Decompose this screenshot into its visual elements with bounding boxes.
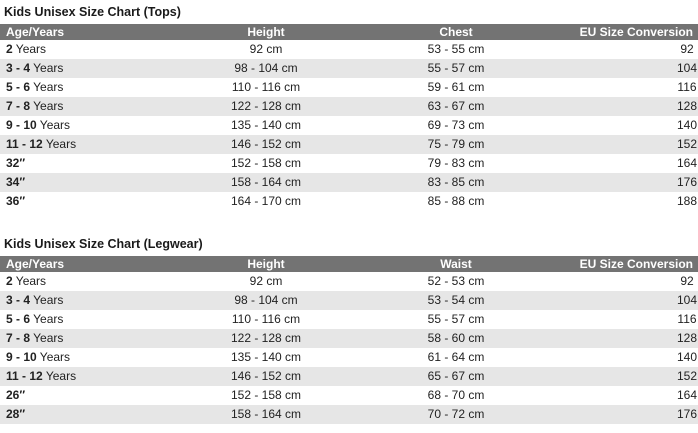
eu-cell: 152 bbox=[556, 367, 698, 386]
age-cell bbox=[0, 367, 176, 386]
table-row bbox=[0, 173, 698, 192]
table-row bbox=[0, 329, 698, 348]
eu-cell: 164 bbox=[556, 386, 698, 405]
age-unit: Years bbox=[12, 274, 47, 288]
table-row bbox=[0, 192, 698, 211]
age-cell bbox=[0, 40, 176, 59]
height-column-header: Height bbox=[176, 256, 356, 272]
age-value: 3 - 4 bbox=[6, 61, 31, 75]
eu-size-column-header: EU Size Conversion bbox=[556, 24, 698, 40]
measure-cell: 52 - 53 cm bbox=[356, 272, 556, 291]
tops-size-chart bbox=[0, 0, 698, 211]
age-unit: Years bbox=[12, 42, 47, 56]
age-value: 11 - 12 bbox=[6, 137, 43, 151]
table-row bbox=[0, 97, 698, 116]
eu-cell: 92 bbox=[556, 272, 698, 291]
tops-table-body bbox=[0, 40, 698, 211]
age-cell bbox=[0, 78, 176, 97]
eu-cell: 128 bbox=[556, 329, 698, 348]
height-cell: 146 - 152 cm bbox=[176, 367, 356, 386]
eu-cell: 140 bbox=[556, 348, 698, 367]
legwear-table-body bbox=[0, 272, 698, 424]
age-cell bbox=[0, 310, 176, 329]
waist-column-header: Waist bbox=[356, 256, 556, 272]
measure-cell: 70 - 72 cm bbox=[356, 405, 556, 424]
eu-cell: 176 bbox=[556, 405, 698, 424]
table-row bbox=[0, 135, 698, 154]
height-cell: 135 - 140 cm bbox=[176, 116, 356, 135]
measure-cell: 79 - 83 cm bbox=[356, 154, 556, 173]
height-cell: 122 - 128 cm bbox=[176, 97, 356, 116]
table-row bbox=[0, 59, 698, 78]
age-value: 34″ bbox=[6, 175, 26, 189]
table-row bbox=[0, 78, 698, 97]
age-value: 9 - 10 bbox=[6, 350, 37, 364]
age-value: 32″ bbox=[6, 156, 26, 170]
legwear-size-chart bbox=[0, 232, 698, 424]
age-unit: Years bbox=[30, 99, 64, 113]
height-cell: 135 - 140 cm bbox=[176, 348, 356, 367]
age-value: 3 - 4 bbox=[6, 293, 31, 307]
measure-cell: 53 - 55 cm bbox=[356, 40, 556, 59]
height-cell: 92 cm bbox=[176, 40, 356, 59]
age-value: 2 bbox=[6, 42, 13, 56]
eu-cell: 116 bbox=[556, 310, 698, 329]
height-cell: 152 - 158 cm bbox=[176, 154, 356, 173]
age-cell bbox=[0, 291, 176, 310]
measure-cell: 55 - 57 cm bbox=[356, 310, 556, 329]
age-cell bbox=[0, 386, 176, 405]
height-cell: 164 - 170 cm bbox=[176, 192, 356, 211]
age-value: 26″ bbox=[6, 388, 26, 402]
age-unit: Years bbox=[42, 137, 77, 151]
tops-chart-title: Kids Unisex Size Chart (Tops) bbox=[4, 5, 181, 19]
eu-cell: 104 bbox=[556, 59, 698, 78]
height-cell: 158 - 164 cm bbox=[176, 405, 356, 424]
eu-cell: 164 bbox=[556, 154, 698, 173]
height-cell: 92 cm bbox=[176, 272, 356, 291]
age-cell bbox=[0, 329, 176, 348]
height-cell: 158 - 164 cm bbox=[176, 173, 356, 192]
table-row bbox=[0, 154, 698, 173]
age-cell bbox=[0, 405, 176, 424]
table-row bbox=[0, 291, 698, 310]
chest-column-header: Chest bbox=[356, 24, 556, 40]
height-cell: 122 - 128 cm bbox=[176, 329, 356, 348]
age-unit: Years bbox=[36, 350, 71, 364]
age-value: 9 - 10 bbox=[6, 118, 37, 132]
tops-header-row bbox=[0, 24, 698, 40]
age-value: 5 - 6 bbox=[6, 312, 31, 326]
eu-cell: 152 bbox=[556, 135, 698, 154]
age-column-header: Age/Years bbox=[0, 256, 176, 272]
table-row bbox=[0, 405, 698, 424]
age-value: 11 - 12 bbox=[6, 369, 43, 383]
legwear-chart-title: Kids Unisex Size Chart (Legwear) bbox=[4, 237, 203, 251]
measure-cell: 53 - 54 cm bbox=[356, 291, 556, 310]
height-cell: 110 - 116 cm bbox=[176, 78, 356, 97]
age-value: 36″ bbox=[6, 194, 26, 208]
table-row bbox=[0, 272, 698, 291]
height-cell: 152 - 158 cm bbox=[176, 386, 356, 405]
table-row bbox=[0, 40, 698, 59]
table-row bbox=[0, 310, 698, 329]
age-unit: Years bbox=[42, 369, 77, 383]
measure-cell: 75 - 79 cm bbox=[356, 135, 556, 154]
height-cell: 146 - 152 cm bbox=[176, 135, 356, 154]
eu-cell: 116 bbox=[556, 78, 698, 97]
age-unit: Years bbox=[30, 80, 64, 94]
measure-cell: 61 - 64 cm bbox=[356, 348, 556, 367]
eu-cell: 188 bbox=[556, 192, 698, 211]
height-cell: 98 - 104 cm bbox=[176, 291, 356, 310]
eu-cell: 176 bbox=[556, 173, 698, 192]
age-cell bbox=[0, 135, 176, 154]
eu-cell: 92 bbox=[556, 40, 698, 59]
age-value: 28″ bbox=[6, 407, 26, 421]
eu-size-column-header: EU Size Conversion bbox=[556, 256, 698, 272]
eu-cell: 104 bbox=[556, 291, 698, 310]
height-column-header: Height bbox=[176, 24, 356, 40]
age-cell bbox=[0, 272, 176, 291]
measure-cell: 68 - 70 cm bbox=[356, 386, 556, 405]
eu-cell: 128 bbox=[556, 97, 698, 116]
height-cell: 98 - 104 cm bbox=[176, 59, 356, 78]
age-unit: Years bbox=[30, 312, 64, 326]
eu-cell: 140 bbox=[556, 116, 698, 135]
age-value: 7 - 8 bbox=[6, 99, 31, 113]
table-row bbox=[0, 116, 698, 135]
age-cell bbox=[0, 116, 176, 135]
measure-cell: 59 - 61 cm bbox=[356, 78, 556, 97]
age-column-header: Age/Years bbox=[0, 24, 176, 40]
age-unit: Years bbox=[30, 61, 64, 75]
measure-cell: 58 - 60 cm bbox=[356, 329, 556, 348]
age-unit: Years bbox=[36, 118, 71, 132]
age-value: 5 - 6 bbox=[6, 80, 31, 94]
tops-size-table bbox=[0, 24, 698, 211]
measure-cell: 69 - 73 cm bbox=[356, 116, 556, 135]
measure-cell: 55 - 57 cm bbox=[356, 59, 556, 78]
age-cell bbox=[0, 97, 176, 116]
table-row bbox=[0, 367, 698, 386]
age-unit: Years bbox=[30, 331, 64, 345]
age-value: 2 bbox=[6, 274, 13, 288]
age-cell bbox=[0, 59, 176, 78]
measure-cell: 83 - 85 cm bbox=[356, 173, 556, 192]
age-unit: Years bbox=[30, 293, 64, 307]
height-cell: 110 - 116 cm bbox=[176, 310, 356, 329]
age-cell bbox=[0, 192, 176, 211]
legwear-header-row bbox=[0, 256, 698, 272]
age-cell bbox=[0, 173, 176, 192]
measure-cell: 65 - 67 cm bbox=[356, 367, 556, 386]
measure-cell: 63 - 67 cm bbox=[356, 97, 556, 116]
table-row bbox=[0, 348, 698, 367]
age-cell bbox=[0, 154, 176, 173]
table-row bbox=[0, 386, 698, 405]
age-cell bbox=[0, 348, 176, 367]
legwear-size-table bbox=[0, 256, 698, 424]
measure-cell: 85 - 88 cm bbox=[356, 192, 556, 211]
age-value: 7 - 8 bbox=[6, 331, 31, 345]
